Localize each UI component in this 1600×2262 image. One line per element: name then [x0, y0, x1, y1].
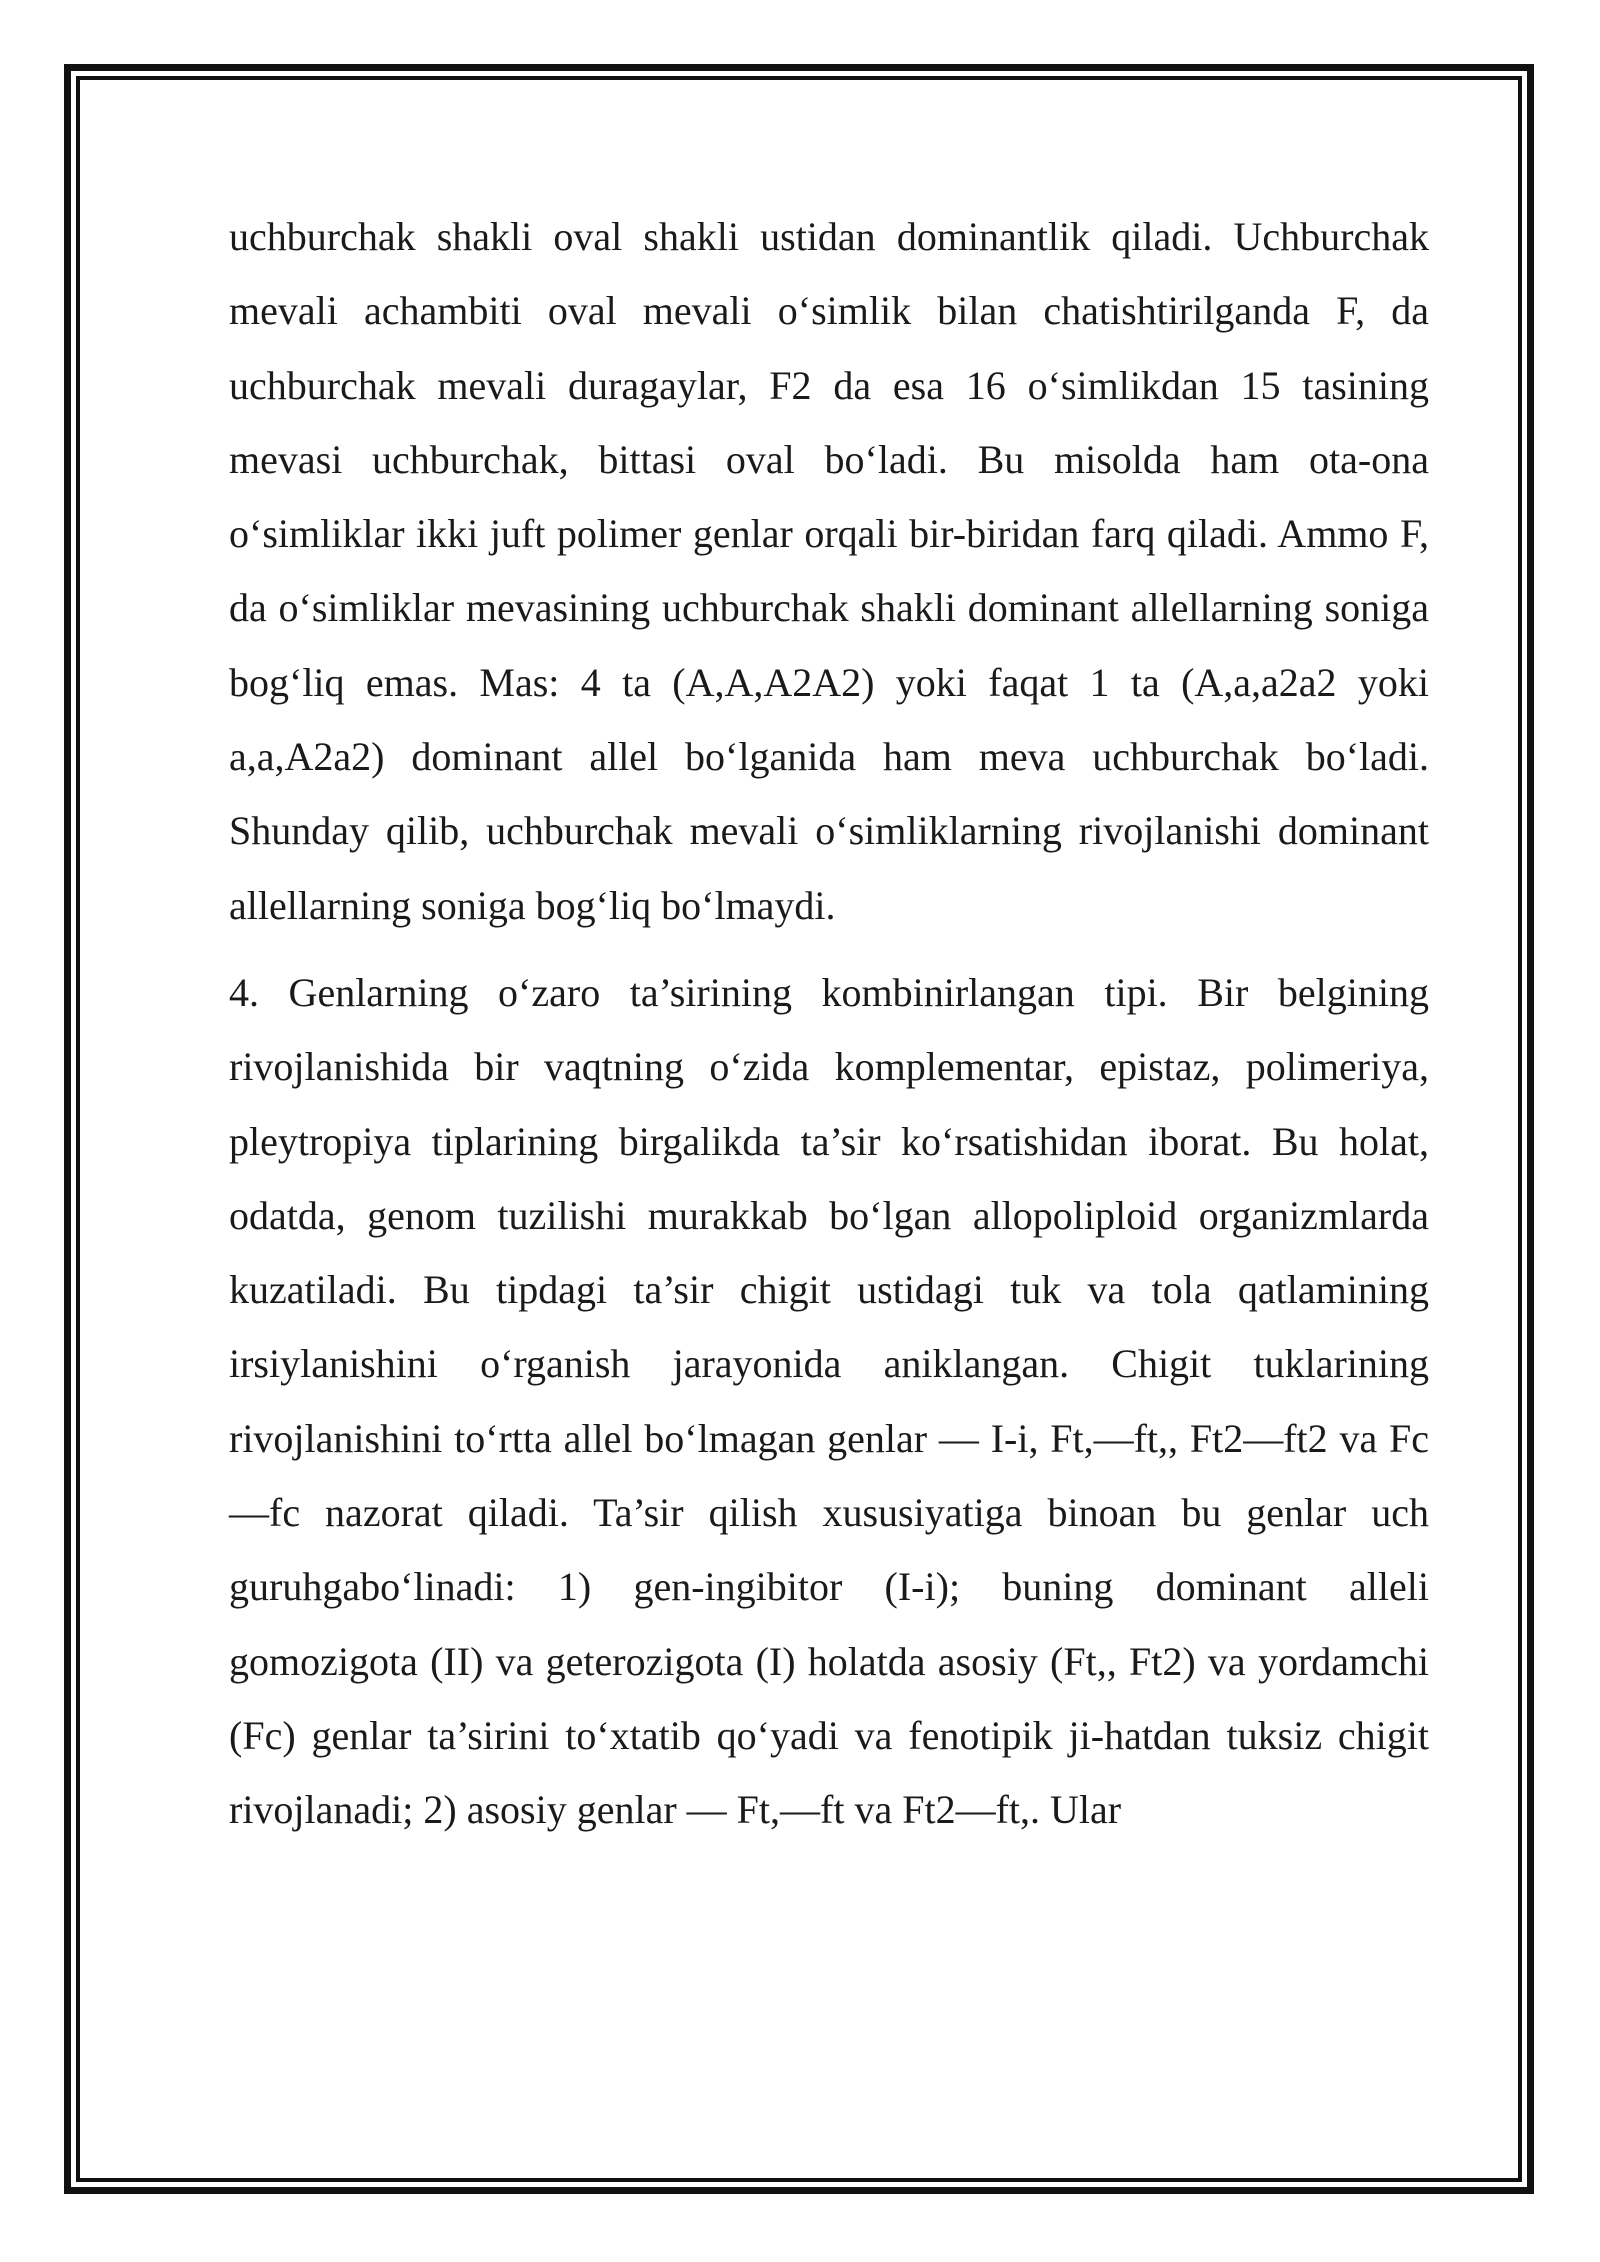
page-body [229, 200, 1429, 1848]
paragraph: uchburchak shakli oval shakli ustidan dominantlik qiladi. Uchburchak mevali achambiti oval mevali o‘simlik bilan chatishtirilganda F, da uchburchak mevali duragaylar, F2 da esa 16 o‘simlikdan 15 tasining mevasi uchburchak, bittasi oval bo‘ladi. Bu misolda ham ota-ona o‘simliklar ikki juft polimer genlar orqali bir-biridan farq qiladi. Ammo F, da o‘simliklar mevasining uchburchak shakli dominant allellarning soniga bog‘liq emas. Mas: 4 ta (A,A,A2A2) yoki faqat 1 ta (A,a,a2a2 yoki a,a,A2a2) dominant allel bo‘lganida ham meva uchburchak bo‘ladi. Shunday qilib, uchburchak mevali o‘simliklarning rivojlanishi dominant allellarning soniga bog‘liq bo‘lmaydi. [229, 214, 1429, 928]
paragraph: 4. Genlarning o‘zaro ta’sirining kombinirlangan tipi. Bir belgining rivojlanishida bir vaqtning o‘zida komplementar, epistaz, polimeriya, pleytropiya tiplarining birgalikda ta’sir ko‘rsatishidan iborat. Bu holat, odatda, genom tuzilishi murakkab bo‘lgan allopoliploid organizmlarda kuzatiladi. Bu tipdagi ta’sir chigit ustidagi tuk va tola qatlamining irsiylanishini o‘rganish jarayonida aniklangan. Chigit tuklarining rivojlanishini to‘rtta allel bo‘lmagan genlar — I-i, Ft,—ft,, Ft2—ft2 va Fc—fc nazorat qiladi. Ta’sir qilish xususiyatiga binoan bu genlar uch guruhgabo‘linadi: 1) gen-ingibitor (I-i); buning dominant alleli gomozigota (II) va geterozigota (I) holatda asosiy (Ft,, Ft2) va yordamchi (Fc) genlar ta’sirini to‘xtatib qo‘yadi va fenotipik ji-hatdan tuksiz chigit rivojlanadi; 2) asosiy genlar — Ft,—ft va Ft2—ft,. Ular [229, 969, 1429, 1833]
